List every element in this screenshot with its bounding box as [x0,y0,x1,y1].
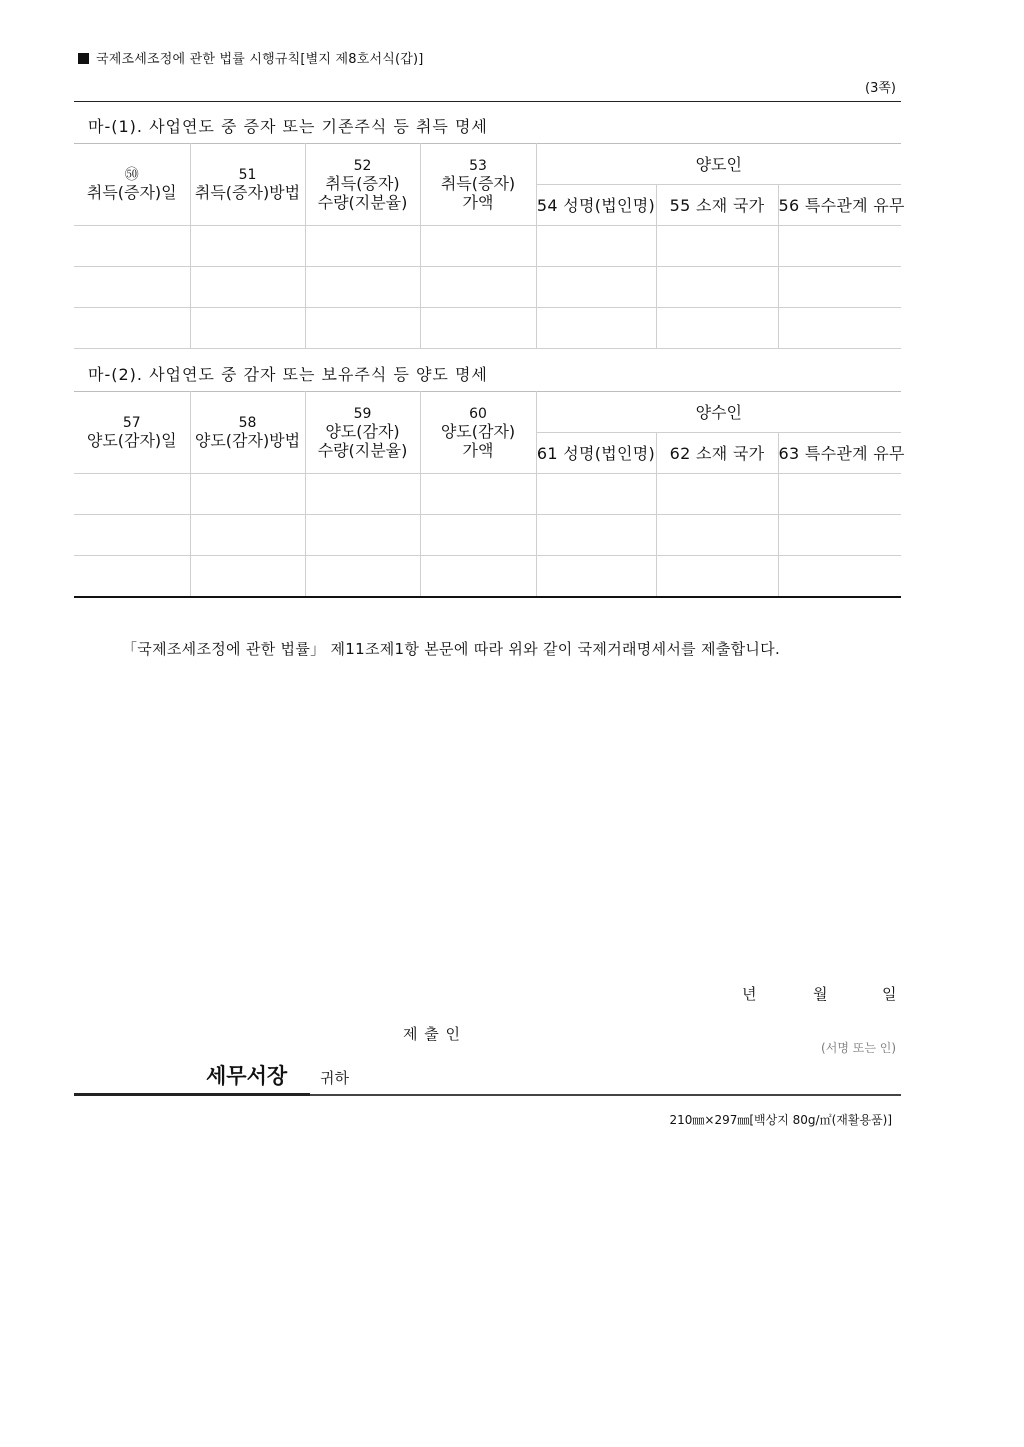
col-number: 57 [122,415,141,431]
table-cell[interactable] [74,226,190,267]
table-cell[interactable] [656,474,778,515]
col-label: 양도(감자) [325,421,400,441]
table-cell[interactable] [190,515,305,556]
table-cell[interactable] [190,308,305,349]
recipient-office: 세무서장 [206,1064,288,1088]
signature-note: (서명 또는 인) [821,1041,896,1055]
table-row [74,474,901,515]
submitter-label: 제 출 인 [403,1025,462,1043]
col-label: 가액 [462,440,494,460]
col-transfer-quantity-header [305,392,420,474]
paper-spec: 210㎜×297㎜[백상지 80g/㎡(재활용품)] [669,1113,892,1127]
transferor-group-header: 양도인 [536,144,901,185]
section2-table [74,391,905,598]
form-reference-text: 국제조세조정에 관한 법률 시행규칙[별지 제8호서식(갑)] [96,52,424,67]
table-row [74,267,901,308]
table-cell[interactable] [420,474,536,515]
col-acquisition-quantity-header [305,144,420,226]
table-cell[interactable] [305,308,420,349]
table-cell[interactable] [305,556,420,597]
table-cell[interactable] [536,474,656,515]
col-acquisition-amount-header [420,144,536,226]
col-label: 수량(지분율) [317,440,408,460]
col-label: 양도(감자)일 [86,431,177,450]
top-divider [74,101,901,102]
transferee-relation-header: 63 특수관계 유무 [778,433,901,474]
bottom-divider-thin [310,1094,901,1096]
date-day-label: 일 [882,985,897,1003]
table-cell[interactable] [656,267,778,308]
table-row [74,226,901,267]
form-reference [78,48,424,67]
table-cell[interactable] [778,226,901,267]
col-label: 수량(지분율) [317,192,408,212]
table-cell[interactable] [190,556,305,597]
section1-title: 마-(1). 사업연도 중 증자 또는 기존주식 등 취득 명세 [88,117,488,136]
table-cell[interactable] [305,474,420,515]
transferee-country-header: 62 소재 국가 [656,433,778,474]
page-number: (3쪽) [865,81,896,96]
section2-title: 마-(2). 사업연도 중 감자 또는 보유주식 등 양도 명세 [88,365,488,384]
table-cell[interactable] [420,308,536,349]
table-cell[interactable] [190,267,305,308]
transferor-country-header: 55 소재 국가 [656,185,778,226]
table-row [74,556,901,597]
col-label: 취득(증자)방법 [194,183,301,202]
col-number: 51 [238,167,257,183]
table-cell[interactable] [778,308,901,349]
table-row [74,515,901,556]
table-cell[interactable] [778,474,901,515]
table-cell[interactable] [74,556,190,597]
table-cell[interactable] [420,515,536,556]
col-label: 가액 [462,192,494,212]
table-cell[interactable] [778,556,901,597]
col-number: ㊿ [124,167,139,183]
table-cell[interactable] [778,267,901,308]
table-cell[interactable] [536,308,656,349]
table-cell[interactable] [536,267,656,308]
transferee-group-header: 양수인 [536,392,901,433]
table-cell[interactable] [420,556,536,597]
table-cell[interactable] [305,226,420,267]
date-year-label: 년 [742,985,757,1003]
col-label: 양도(감자)방법 [194,431,301,450]
col-transfer-method-header [190,392,305,474]
date-month-label: 월 [813,985,828,1003]
col-label: 취득(증자) [325,173,400,193]
col-acquisition-date-header [74,144,190,226]
col-number: 59 [353,405,372,422]
table-cell[interactable] [536,556,656,597]
table-cell[interactable] [536,515,656,556]
bottom-divider-thick [74,1093,310,1096]
table-cell[interactable] [190,226,305,267]
recipient-honorific: 귀하 [320,1069,349,1087]
col-label: 취득(증자) [440,173,516,193]
col-transfer-date-header [74,392,190,474]
transferor-name-header: 54 성명(법인명) [536,185,656,226]
table-row [74,308,901,349]
table-cell[interactable] [656,515,778,556]
table-cell[interactable] [536,226,656,267]
transferee-name-header: 61 성명(법인명) [536,433,656,474]
table-cell[interactable] [74,267,190,308]
col-label: 취득(증자)일 [86,183,177,202]
table-cell[interactable] [305,267,420,308]
col-number: 58 [238,415,257,431]
table-cell[interactable] [778,515,901,556]
table-cell[interactable] [74,474,190,515]
col-transfer-amount-header [420,392,536,474]
transferor-relation-header: 56 특수관계 유무 [778,185,901,226]
col-acquisition-method-header [190,144,305,226]
table-cell[interactable] [74,515,190,556]
col-number: 53 [469,157,487,174]
submission-statement: 「국제조세조정에 관한 법률」 제11조제1항 본문에 따라 위와 같이 국제거래명세서를 제출합니다. [122,640,781,658]
section1-table [74,143,905,349]
table-cell[interactable] [420,267,536,308]
col-number: 60 [469,405,487,422]
table-cell[interactable] [74,308,190,349]
table-cell[interactable] [656,556,778,597]
table-cell[interactable] [656,226,778,267]
col-label: 양도(감자) [440,421,516,441]
col-number: 52 [353,157,372,174]
table-cell[interactable] [305,515,420,556]
table-cell[interactable] [190,474,305,515]
table-cell[interactable] [656,308,778,349]
square-bullet-icon [78,53,89,64]
table-cell[interactable] [420,226,536,267]
